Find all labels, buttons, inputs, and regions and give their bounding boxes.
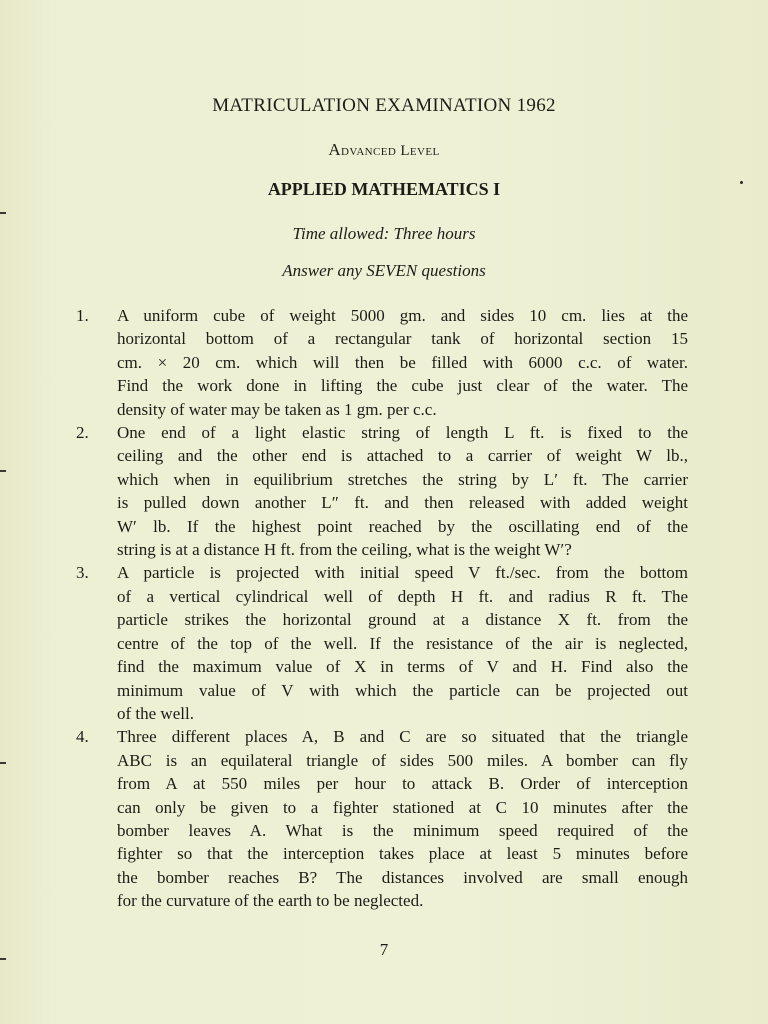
question-line: find the maximum value of X in terms of V and H. Find also the: [117, 657, 688, 677]
question-line: for the curvature of the earth to be neglected.: [117, 891, 424, 911]
question-text: [117, 725, 688, 912]
question-number: 4.: [76, 727, 89, 747]
question-line: density of water may be taken as 1 gm. per c.c.: [117, 399, 437, 419]
question-line: is pulled down another L″ ft. and then released with added weight: [117, 493, 688, 513]
question-line: bomber leaves A. What is the minimum speed required of the: [117, 820, 688, 840]
question-line: of the well.: [117, 703, 194, 723]
question-line: the bomber reaches B? The distances involved are small enough: [117, 867, 688, 887]
exam-title: MATRICULATION EXAMINATION 1962: [212, 95, 556, 116]
margin-mark: [0, 470, 6, 472]
page-number: 7: [379, 940, 389, 959]
question-item: [76, 421, 688, 561]
question-line: Find the work done in lifting the cube just clear of the water. The: [117, 376, 688, 396]
question-line: fighter so that the interception takes place at least 5 minutes before: [117, 844, 688, 864]
question-item: [76, 304, 688, 421]
question-text: [117, 421, 688, 561]
question-line: ceiling and the other end is attached to a carrier of weight W lb.,: [117, 446, 688, 466]
question-line: from A at 550 miles per hour to attack B. Order of interception: [117, 774, 688, 794]
margin-mark: [0, 212, 6, 214]
question-line: centre of the top of the well. If the resistance of the air is neglected,: [117, 633, 688, 653]
margin-mark: [0, 762, 6, 764]
question-item: [76, 561, 688, 725]
question-list: [76, 304, 688, 913]
time-allowed: Time allowed: Three hours: [292, 224, 476, 243]
question-text: [117, 304, 688, 421]
question-line: which when in equilibrium stretches the string by L′ ft. The carrier: [117, 469, 688, 489]
question-line: ABC is an equilateral triangle of sides 500 miles. A bomber can fly: [117, 750, 688, 770]
question-line: Three different places A, B and C are so situated that the triangle: [117, 727, 688, 747]
question-line: minimum value of V with which the particle can be projected out: [117, 680, 688, 700]
question-line: One end of a light elastic string of length L ft. is fixed to the: [117, 423, 688, 443]
question-line: can only be given to a fighter stationed at C 10 minutes after the: [117, 797, 688, 817]
question-line: cm. × 20 cm. which will then be filled with 6000 c.c. of water.: [117, 352, 688, 372]
question-line: A particle is projected with initial speed V ft./sec. from the bottom: [117, 563, 688, 583]
question-line: W′ lb. If the highest point reached by the oscillating end of the: [117, 516, 688, 536]
subject-title: APPLIED MATHEMATICS I: [267, 179, 501, 199]
question-number: 2.: [76, 423, 89, 443]
question-text: [117, 561, 688, 725]
question-line: horizontal bottom of a rectangular tank of horizontal section 15: [117, 329, 688, 349]
question-line: particle strikes the horizontal ground at a distance X ft. from the: [117, 610, 688, 630]
question-item: [76, 725, 688, 912]
question-line: A uniform cube of weight 5000 gm. and sides 10 cm. lies at the: [117, 306, 688, 325]
question-number: 3.: [76, 563, 89, 583]
instructions: Answer any SEVEN questions: [282, 261, 486, 280]
exam-level: Advanced Level: [328, 140, 440, 159]
question-line: of a vertical cylindrical well of depth H ft. and radius R ft. The: [117, 586, 688, 606]
question-number: 1.: [76, 306, 89, 325]
question-line: string is at a distance H ft. from the ceiling, what is the weight W′?: [117, 540, 572, 560]
